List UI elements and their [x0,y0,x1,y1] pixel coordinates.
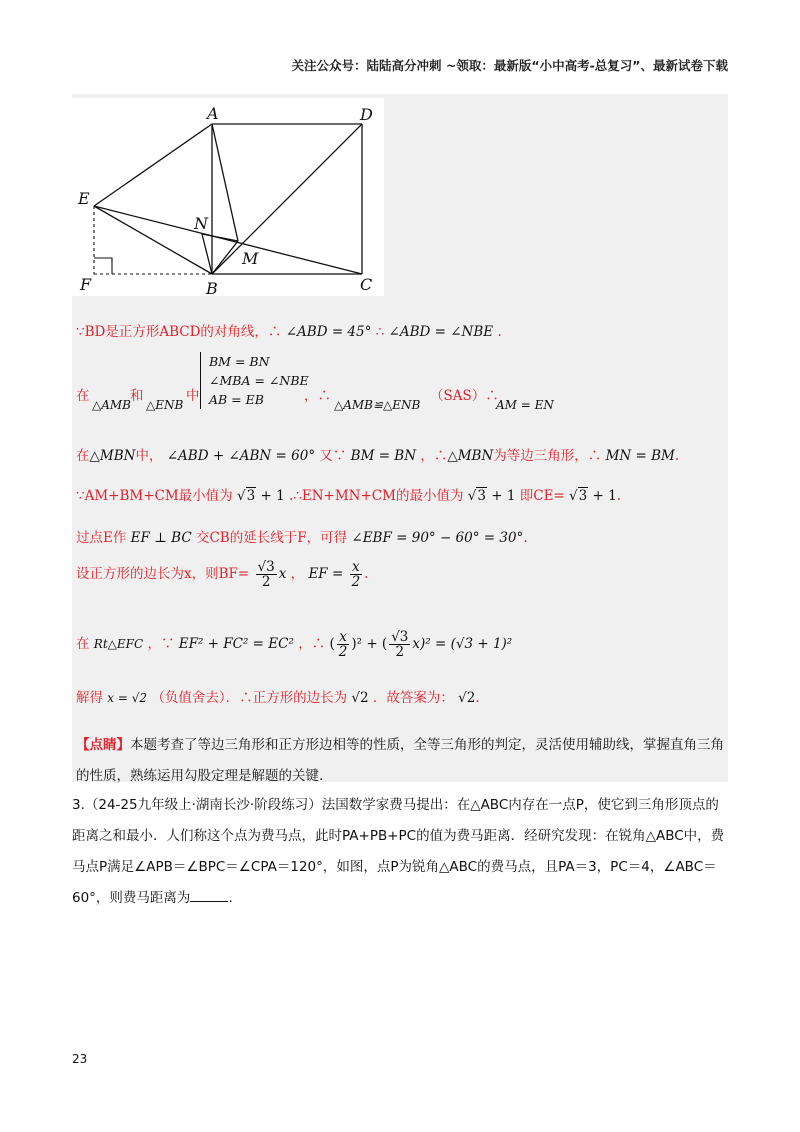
segment-EA [94,124,212,206]
segment-BD [212,124,362,274]
segment-BM [212,241,238,274]
segment-AM [212,124,238,241]
segment-NB [202,234,212,274]
geometry-diagram [72,98,384,296]
question-3: 3.（24-25九年级上·湖南长沙·阶段练习）法国数学家费马提出：在△ABC内存在一点P，使它到三角形顶点的距离之和最小．人们称这个点为费马点，此时PA+PB+PC的值为费马距离．经研究发现：在锐角△ABC中，费马点P满足∠APB＝∠BPC＝∠CPA＝120°，如图，点P为锐角△ABC的费马点，且PA＝3，PC＝4，∠ABC＝60°，则费马距离为 . [72,797,725,906]
label-B: B [206,279,218,296]
label-C: C [360,275,373,294]
fraction-sqrt3-over-2: $\frac{√3}{2}$ [257,559,275,591]
solution-line-2: 在 [76,388,90,404]
am-equals-en: AM = EN [496,398,554,412]
solution-line-7: 在 Rt△EFC ，∵ EF² + FC² = EC² ，∴ ( $\frac{x}{2}$ )² + ( $\frac{√3}{2}$ x)² = (√3 + 1)² [76,629,513,661]
segment-EC [94,206,362,274]
sas-reason: （SAS）∴ [430,388,499,404]
solution-line-6: 设正方形的边长为x，则BF= $\frac{√3}{2}$ x ， EF = $\frac{x}{2}$ . [76,559,369,591]
and-word: 和 [130,388,144,404]
in-word: 中 [186,388,200,404]
sqrt-3-plus-1-b: √3 + 1 [467,488,516,504]
key-point-note: 【点睛】本题考查了等边三角形和正方形边相等的性质，全等三角形的判定，灵活使用辅助线，掌握直角三角的性质，熟练运用勾股定理是解题的关键. [76,737,724,784]
answer-blank[interactable] [190,889,228,902]
right-angle-mark [94,258,112,274]
label-M: M [242,249,259,268]
segment-NM [202,234,238,241]
page-header: 关注公众号：陆陆高分冲刺 ~领取：最新版“小中高考-总复习”、最新试卷下载 [291,58,728,73]
geometry-figure [72,98,384,296]
fraction-x-over-2: $\frac{x}{2}$ [351,559,361,591]
solution-line-5: 过点E作 EF ⊥ BC 交CB的延长线于F，可得 ∠EBF = 90° − 60° = 30°. [76,530,528,546]
label-F: F [80,275,92,294]
solution-line-8: 解得 x = √2 （负值舍去）．∴正方形的边长为 √2 ．故答案为： √2. [76,690,480,706]
triangle-AMB: △AMB [92,398,131,412]
solution-line-1: ∵BD是正方形ABCD的对角线，∴ ∠ABD = 45° ∴ ∠ABD = ∠NBE . [76,324,502,340]
sqrt-3-plus-1-c: √3 + 1 [569,488,617,504]
congruence-conditions: BM = BN ∠MBA = ∠NBE AB = EB [200,352,309,409]
page-number: 23 [72,1052,88,1066]
congruence-statement: △AMB≌△ENB [334,398,421,412]
triangle-ENB: △ENB [146,398,184,412]
label-N: N [194,214,208,233]
therefore-1: ，∴ [304,388,331,404]
label-D: D [360,105,373,124]
solution-line-4: ∵AM+BM+CM最小值为 √3 + 1 .∴EN+MN+CM的最小值为 √3 + 1 即CE= √3 + 1. [76,488,622,504]
label-A: A [207,104,219,123]
pythagorean-equation: ( $\frac{x}{2}$ )² + ( $\frac{√3}{2}$ x)² = (√3 + 1)² [329,629,513,661]
label-E: E [78,189,90,208]
solution-line-3: 在△MBN中， ∠ABD + ∠ABN = 60° 又∵ BM = BN ，∴△MBN为等边三角形，∴ MN = BM. [76,448,680,464]
sqrt-3-plus-1-a: √3 + 1 [236,488,285,504]
